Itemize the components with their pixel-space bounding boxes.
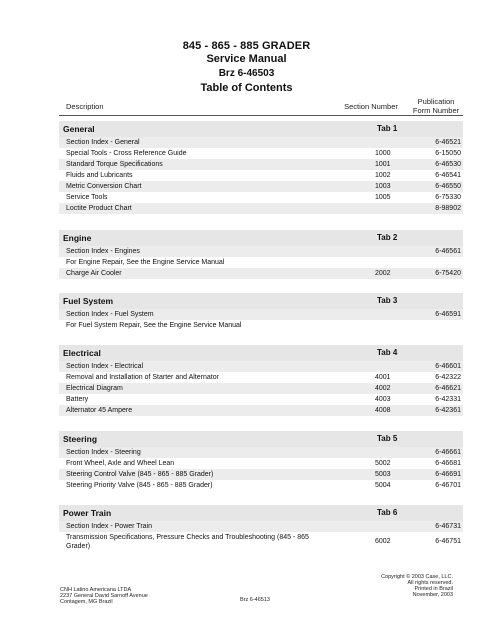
footer-date-line: November, 2003 xyxy=(412,592,453,598)
section-header xyxy=(59,431,463,447)
row-description: For Engine Repair, See the Engine Service Manual xyxy=(66,259,225,266)
toc-row xyxy=(59,383,463,394)
toc-row xyxy=(59,148,463,159)
column-header-form-number xyxy=(410,97,462,115)
toc-row xyxy=(59,214,463,225)
toc-section-electrical xyxy=(59,345,463,416)
section-tab: Tab 5 xyxy=(377,434,398,443)
row-section-number: 4003 xyxy=(375,396,391,403)
toc-row xyxy=(59,469,463,480)
footer-city: Contagem, MG Brazil xyxy=(60,599,113,605)
row-description: Section Index - Fuel System xyxy=(66,311,154,318)
row-description: Section Index - Engines xyxy=(66,248,140,255)
row-form-number: 6-75420 xyxy=(435,270,461,277)
row-form-number: 6-46530 xyxy=(435,161,461,168)
row-form-number: 6-46601 xyxy=(435,363,461,370)
toc-row xyxy=(59,361,463,372)
row-section-number: 1005 xyxy=(375,194,391,201)
column-header-section-number: Section Number xyxy=(344,102,398,111)
toc-row xyxy=(59,309,463,320)
toc-section-general xyxy=(59,121,463,225)
section-rows xyxy=(59,246,463,279)
row-form-number: 6-46621 xyxy=(435,385,461,392)
header-rule xyxy=(59,115,463,116)
row-form-number: 6-46561 xyxy=(435,248,461,255)
column-header-form-line-2: Form Number xyxy=(412,106,460,115)
toc-row xyxy=(59,137,463,148)
row-form-number: 6-42322 xyxy=(435,374,461,381)
column-header-form-line-1: Publication xyxy=(417,97,455,106)
row-form-number: 6-42331 xyxy=(435,396,461,403)
toc-row xyxy=(59,372,463,383)
row-form-number: 6-46731 xyxy=(435,523,461,530)
section-rows xyxy=(59,521,463,552)
section-header xyxy=(59,505,463,521)
row-section-number: 1003 xyxy=(375,183,391,190)
toc-row xyxy=(59,532,463,552)
toc-row xyxy=(59,257,463,268)
column-header-description: Description xyxy=(66,102,104,111)
document-title: 845 - 865 - 885 GRADER xyxy=(182,40,311,52)
row-form-number: 6-15050 xyxy=(435,150,461,157)
section-title: Fuel System xyxy=(63,296,114,306)
document-subtitle: Service Manual xyxy=(206,53,287,65)
footer-printed-line: Printed in Brazil xyxy=(414,586,453,592)
toc-row xyxy=(59,447,463,458)
row-section-number: 1001 xyxy=(375,161,391,168)
row-description: Battery xyxy=(66,396,89,403)
row-section-number: 5004 xyxy=(375,482,391,489)
row-form-number: 6-46681 xyxy=(435,460,461,467)
toc-row xyxy=(59,405,463,416)
row-section-number: 5002 xyxy=(375,460,391,467)
toc-section-power-train xyxy=(59,505,463,552)
toc-row xyxy=(59,246,463,257)
row-section-number: 6002 xyxy=(375,538,391,545)
section-title: General xyxy=(63,124,95,134)
toc-row xyxy=(59,203,463,214)
section-title: Electrical xyxy=(63,348,101,358)
section-rows xyxy=(59,137,463,225)
row-description: Service Tools xyxy=(66,194,108,201)
footer-address xyxy=(60,587,148,605)
row-description: Standard Torque Specifications xyxy=(66,161,163,168)
row-description: Loctite Product Chart xyxy=(66,205,132,212)
footer-rights-line: All rights reserved. xyxy=(407,580,453,586)
section-header xyxy=(59,293,463,309)
row-description: Removal and Installation of Starter and Alternator xyxy=(66,374,219,381)
row-description: Metric Conversion Chart xyxy=(66,183,142,190)
section-tab: Tab 6 xyxy=(377,508,398,517)
row-description: Front Wheel, Axle and Wheel Lean xyxy=(66,460,175,467)
section-tab: Tab 2 xyxy=(377,233,398,242)
row-description: Section Index - Electrical xyxy=(66,363,144,370)
row-form-number: 6-46701 xyxy=(435,482,461,489)
section-title: Engine xyxy=(63,233,92,243)
row-form-number: 6-46550 xyxy=(435,183,461,190)
toc-row xyxy=(59,181,463,192)
row-section-number: 4008 xyxy=(375,407,391,414)
row-description: Section Index - Power Train xyxy=(66,523,152,530)
toc-row xyxy=(59,170,463,181)
toc-row xyxy=(59,458,463,469)
row-form-number: 6-46691 xyxy=(435,471,461,478)
row-form-number: 8-98902 xyxy=(435,205,461,212)
row-description: Transmission Specifications, Pressure Checks and Troubleshooting (845 - 865 Grader) xyxy=(66,534,309,550)
row-description: Charge Air Cooler xyxy=(66,270,122,277)
toc-row xyxy=(59,394,463,405)
toc-row xyxy=(59,320,463,331)
toc-row xyxy=(59,159,463,170)
row-section-number: 2002 xyxy=(375,270,391,277)
section-tab: Tab 3 xyxy=(377,296,398,305)
toc-row xyxy=(59,268,463,279)
row-description: Electrical Diagram xyxy=(66,385,123,392)
row-section-number: 5003 xyxy=(375,471,391,478)
footer-company: CNH Latino Americana LTDA xyxy=(60,587,132,593)
row-form-number: 6-42361 xyxy=(435,407,461,414)
row-description: Steering Priority Valve (845 - 865 - 885 Grader) xyxy=(66,482,213,489)
row-form-number: 6-75330 xyxy=(435,194,461,201)
section-tab: Tab 4 xyxy=(377,348,398,357)
row-section-number: 1002 xyxy=(375,172,391,179)
row-form-number: 6-46661 xyxy=(435,449,461,456)
row-form-number: 6-46591 xyxy=(435,311,461,318)
row-description: For Fuel System Repair, See the Engine Service Manual xyxy=(66,322,242,329)
footer-street: 2237 General David Sarnoff Avenue xyxy=(60,593,148,599)
row-description: Section Index - General xyxy=(66,139,140,146)
section-rows xyxy=(59,447,463,491)
section-title: Power Train xyxy=(63,508,112,518)
footer-copyright xyxy=(381,574,453,598)
document-number: Brz 6-46503 xyxy=(218,68,275,79)
footer-form-number: Brz 6-46513 xyxy=(240,597,270,603)
row-form-number: 6-46541 xyxy=(435,172,461,179)
toc-section-engine xyxy=(59,230,463,279)
row-form-number: 6-46521 xyxy=(435,139,461,146)
row-section-number: 4002 xyxy=(375,385,391,392)
section-title: Steering xyxy=(63,434,98,444)
section-rows xyxy=(59,361,463,416)
row-description: Steering Control Valve (845 - 865 - 885 Grader) xyxy=(66,471,214,478)
toc-heading: Table of Contents xyxy=(200,82,293,94)
row-description: Alternator 45 Ampere xyxy=(66,407,133,414)
toc-section-fuel-system xyxy=(59,293,463,331)
row-section-number: 1000 xyxy=(375,150,391,157)
row-section-number: 4001 xyxy=(375,374,391,381)
toc-section-steering xyxy=(59,431,463,491)
row-description: Special Tools - Cross Reference Guide xyxy=(66,150,187,157)
toc-row xyxy=(59,192,463,203)
row-description: Fluids and Lubricants xyxy=(66,172,133,179)
row-form-number: 6-46751 xyxy=(435,538,461,545)
toc-row xyxy=(59,521,463,532)
section-header xyxy=(59,230,463,246)
row-description: Section Index - Steering xyxy=(66,449,141,456)
section-rows xyxy=(59,309,463,331)
section-header xyxy=(59,345,463,361)
section-header xyxy=(59,121,463,137)
toc-row xyxy=(59,480,463,491)
footer-copyright-line: Copyright © 2003 Case, LLC. xyxy=(381,574,453,580)
section-tab: Tab 1 xyxy=(377,124,398,133)
